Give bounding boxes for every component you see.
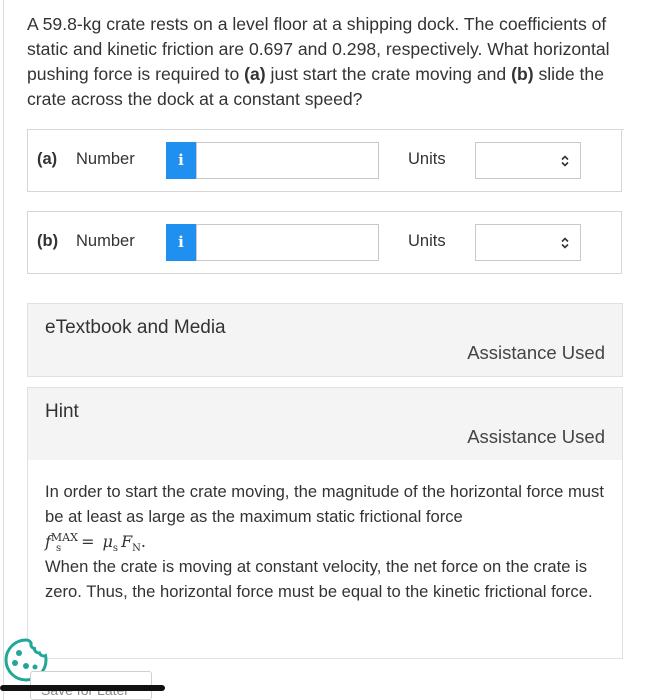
chevron-updown-icon bbox=[559, 153, 571, 169]
etextbook-title: eTextbook and Media bbox=[45, 317, 226, 338]
hint-body bbox=[27, 460, 623, 659]
hint-text bbox=[45, 479, 605, 604]
hint-title: Hint bbox=[45, 401, 79, 422]
answer-row-b bbox=[27, 211, 622, 274]
number-label: Number bbox=[76, 232, 135, 250]
number-input[interactable] bbox=[196, 224, 379, 261]
answer-row-a bbox=[27, 130, 622, 192]
left-divider bbox=[3, 0, 4, 700]
hint-paragraph-1: In order to start the crate moving, the magnitude of the horizontal force must be at least as large as the maximum static frictional force bbox=[45, 482, 604, 526]
units-label: Units bbox=[408, 150, 446, 168]
part-label: (b) bbox=[37, 232, 59, 250]
chevron-updown-icon bbox=[559, 235, 571, 251]
units-select[interactable] bbox=[475, 142, 581, 179]
units-label: Units bbox=[408, 232, 446, 250]
etextbook-panel[interactable] bbox=[27, 303, 623, 377]
friction-formula: $f^{MAX}_s = \mu_s$ $F_N$. bbox=[45, 531, 147, 554]
part-label: (a) bbox=[37, 150, 58, 168]
number-input[interactable] bbox=[196, 142, 379, 179]
home-indicator-bar bbox=[0, 685, 165, 691]
number-label: Number bbox=[76, 150, 135, 168]
info-button[interactable] bbox=[166, 224, 196, 261]
info-icon: i bbox=[178, 233, 184, 251]
part-b-tag: (b) bbox=[511, 64, 534, 84]
hint-paragraph-2: When the crate is moving at constant velocity, the net force on the crate is zero. Thus, the horizontal force must be equal to the kinetic frictional force. bbox=[45, 557, 593, 601]
hint-panel[interactable] bbox=[27, 387, 623, 461]
part-a-tag: (a) bbox=[244, 64, 266, 84]
info-button[interactable] bbox=[166, 142, 196, 179]
info-icon: i bbox=[178, 151, 184, 169]
assistance-status: Assistance Used bbox=[467, 426, 605, 447]
question-text: A 59.8-kg crate rests on a level floor at a shipping dock. The coefficients of static and kinetic friction are 0.697 and 0.298, respectively. What horizontal pushing force is required to (a) just start the crate moving and (b) slide the crate across the dock at a constant speed? bbox=[27, 14, 610, 109]
assistance-status: Assistance Used bbox=[467, 342, 605, 363]
units-select[interactable] bbox=[475, 224, 581, 261]
